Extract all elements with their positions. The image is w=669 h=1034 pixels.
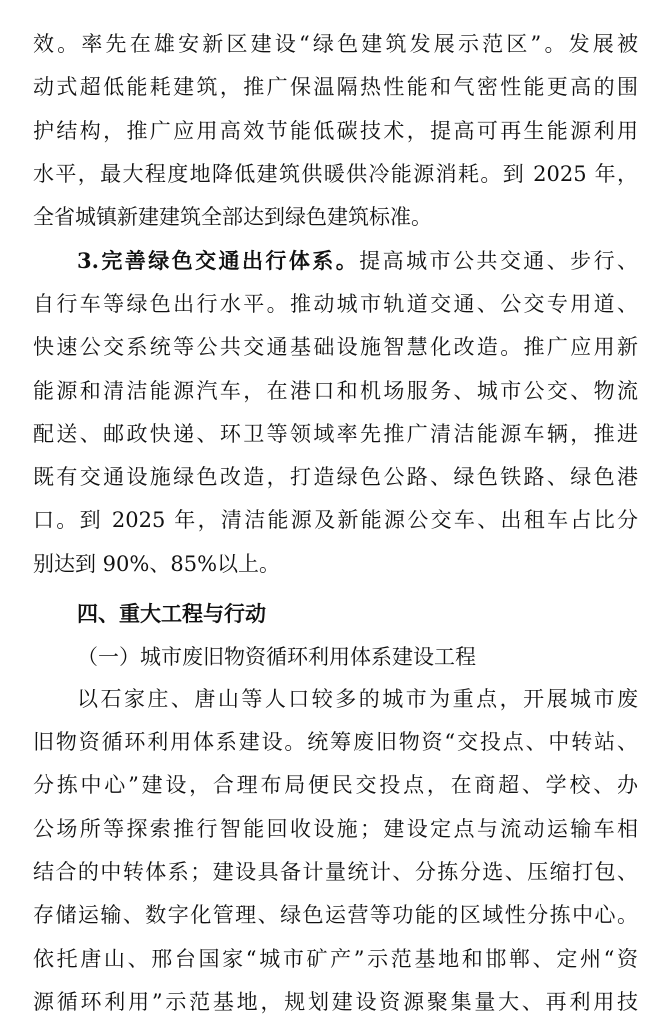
item-3-heading: 3.完善绿色交通出行体系。	[77, 248, 360, 273]
paragraph-line: 水平，最大程度地降低建筑供暖供冷能源消耗。到 2025 年，	[33, 162, 638, 186]
paragraph-line: 别达到 90%、85%以上。	[33, 552, 281, 576]
paragraph-line: 存储运输、数字化管理、绿色运营等功能的区域性分拣中心。	[33, 903, 638, 927]
item-3-first-line-text: 提高城市公共交通、步行、	[359, 249, 638, 273]
subsection-heading: （一）城市废旧物资循环利用体系建设工程	[77, 645, 476, 669]
paragraph-line: 依托唐山、邢台国家“城市矿产”示范基地和邯郸、定州“资	[33, 947, 638, 971]
paragraph-line: 配送、邮政快递、环卫等领域率先推广清洁能源车辆，推进	[33, 422, 638, 446]
paragraph-line: 能源和清洁能源汽车，在港口和机场服务、城市公交、物流	[33, 379, 638, 403]
paragraph-line: 既有交通设施绿色改造，打造绿色公路、绿色铁路、绿色港	[33, 465, 638, 489]
paragraph-line: 以石家庄、唐山等人口较多的城市为重点，开展城市废	[77, 687, 638, 711]
paragraph-line: 公场所等探索推行智能回收设施；建设定点与流动运输车相	[33, 817, 638, 841]
paragraph-line: 动式超低能耗建筑，推广保温隔热性能和气密性能更高的围	[33, 75, 638, 99]
paragraph-line: 分拣中心”建设，合理布局便民交投点，在商超、学校、办	[33, 773, 638, 797]
paragraph-line: 全省城镇新建建筑全部达到绿色建筑标准。	[33, 205, 432, 229]
paragraph-line: 护结构，推广应用高效节能低碳技术，提高可再生能源利用	[33, 119, 638, 143]
paragraph-line: 旧物资循环利用体系建设。统筹废旧物资“交投点、中转站、	[33, 730, 638, 754]
paragraph-line: 快速公交系统等公共交通基础设施智慧化改造。推广应用新	[33, 335, 638, 359]
paragraph-line: 效。率先在雄安新区建设“绿色建筑发展示范区”。发展被	[33, 32, 638, 56]
paragraph-line: 口。到 2025 年，清洁能源及新能源公交车、出租车占比分	[33, 508, 638, 532]
item-3-first-line	[77, 241, 638, 281]
paragraph-line: 结合的中转体系；建设具备计量统计、分拣分选、压缩打包、	[33, 860, 638, 884]
paragraph-line: 自行车等绿色出行水平。推动城市轨道交通、公交专用道、	[33, 292, 638, 316]
section-heading: 四、重大工程与行动	[77, 602, 266, 626]
paragraph-line: 源循环利用”示范基地，规划建设资源聚集量大、再利用技	[33, 990, 638, 1014]
